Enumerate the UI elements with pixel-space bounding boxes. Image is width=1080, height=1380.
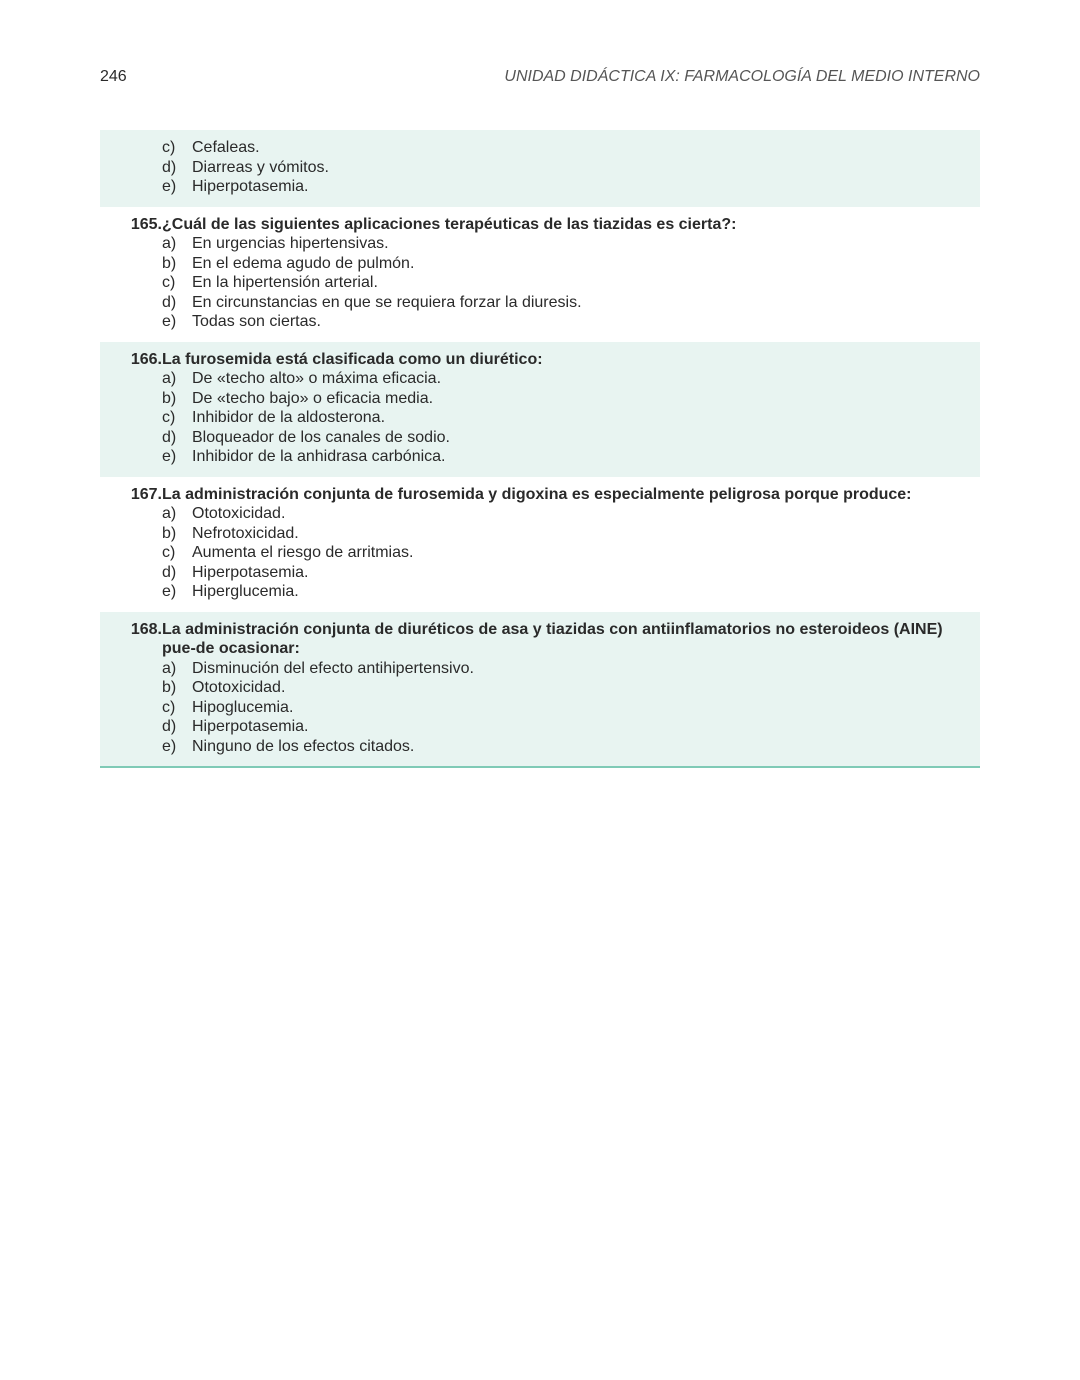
option-letter: a) [162, 659, 177, 677]
question-165 [100, 207, 980, 342]
option-text: En la hipertensión arterial. [192, 274, 378, 291]
option-row [100, 254, 980, 274]
option-text: Ototoxicidad. [192, 679, 286, 696]
option-text: Hipoglucemia. [192, 698, 294, 716]
option-text: Bloqueador de los canales de sodio. [192, 428, 450, 446]
option-letter: e) [162, 313, 177, 330]
option-text: Inhibidor de la anhidrasa carbónica. [192, 448, 446, 465]
option-letter: e) [162, 448, 177, 465]
option-text: De «techo bajo» o eficacia media. [192, 389, 434, 407]
question-167 [100, 477, 980, 612]
option-text: Aumenta el riesgo de arritmias. [192, 544, 414, 561]
option-letter: e) [162, 178, 177, 195]
option-row [100, 737, 980, 757]
question-166 [100, 342, 980, 477]
page-number: 246 [100, 68, 127, 85]
option-row [100, 389, 980, 409]
question-number: 166. [130, 350, 162, 368]
question-number: 167. [130, 485, 162, 503]
option-text: En circunstancias en que se requiera forzar la diuresis. [192, 293, 582, 311]
option-letter: d) [162, 718, 177, 735]
option-letter: d) [162, 428, 177, 446]
option-row [100, 312, 980, 332]
question-heading [100, 620, 980, 659]
option-text: Todas son ciertas. [192, 313, 321, 330]
option-letter: c) [162, 409, 176, 426]
option-row [100, 504, 980, 524]
question-number: 168. [130, 620, 162, 638]
option-letter: b) [162, 679, 177, 696]
option-text: Hiperpotasemia. [192, 563, 309, 581]
question-168 [100, 612, 980, 769]
option-letter: a) [162, 505, 177, 522]
option-row [100, 524, 980, 544]
question-list [100, 130, 980, 768]
option-row [100, 563, 980, 583]
option-letter: d) [162, 158, 177, 176]
question-heading [100, 485, 980, 505]
option-text: De «techo alto» o máxima eficacia. [192, 370, 442, 387]
option-letter: b) [162, 389, 177, 407]
option-text: Ototoxicidad. [192, 505, 286, 522]
option-row [100, 582, 980, 602]
option-row [100, 138, 980, 158]
option-text: Nefrotoxicidad. [192, 524, 299, 542]
question-number: 165. [130, 215, 162, 233]
option-letter: a) [162, 235, 177, 252]
option-text: Hiperglucemia. [192, 583, 299, 600]
option-row [100, 428, 980, 448]
option-row [100, 234, 980, 254]
option-text: Diarreas y vómitos. [192, 158, 329, 176]
option-row [100, 543, 980, 563]
question-text: ¿Cuál de las siguientes aplicaciones terapéuticas de las tiazidas es cierta?: [162, 215, 737, 233]
option-text: Ninguno de los efectos citados. [192, 737, 415, 755]
option-letter: c) [162, 139, 176, 156]
option-letter: d) [162, 563, 177, 581]
option-row [100, 177, 980, 197]
option-row [100, 678, 980, 698]
question-heading [100, 350, 980, 370]
running-head: UNIDAD DIDÁCTICA IX: FARMACOLOGÍA DEL MEDIO INTERNO [504, 68, 980, 85]
option-letter: c) [162, 544, 176, 561]
question-text: La furosemida está clasificada como un diurético: [162, 350, 543, 368]
question-text: La administración conjunta de diuréticos de asa y tiazidas con antiinflamatorios no esteroideos (AINE) pue-de ocasionar: [162, 620, 943, 657]
option-letter: b) [162, 524, 177, 542]
option-letter: a) [162, 370, 177, 387]
option-row [100, 717, 980, 737]
option-text: Cefaleas. [192, 139, 260, 156]
option-text: En el edema agudo de pulmón. [192, 254, 415, 272]
option-letter: d) [162, 293, 177, 311]
question-text: La administración conjunta de furosemida y digoxina es especialmente peligrosa porque produce: [162, 485, 912, 503]
option-row [100, 273, 980, 293]
option-row [100, 408, 980, 428]
option-row [100, 369, 980, 389]
question-heading [100, 215, 980, 235]
option-text: Hiperpotasemia. [192, 718, 309, 735]
option-letter: c) [162, 698, 176, 716]
option-text: En urgencias hipertensivas. [192, 235, 389, 252]
option-letter: b) [162, 254, 177, 272]
option-row [100, 659, 980, 679]
option-row [100, 293, 980, 313]
option-row [100, 698, 980, 718]
question-164-continuation [100, 130, 980, 207]
option-row [100, 158, 980, 178]
option-text: Inhibidor de la aldosterona. [192, 409, 386, 426]
option-text: Disminución del efecto antihipertensivo. [192, 659, 474, 677]
option-text: Hiperpotasemia. [192, 178, 309, 195]
option-letter: c) [162, 274, 176, 291]
option-letter: e) [162, 737, 177, 755]
option-letter: e) [162, 583, 177, 600]
option-row [100, 447, 980, 467]
